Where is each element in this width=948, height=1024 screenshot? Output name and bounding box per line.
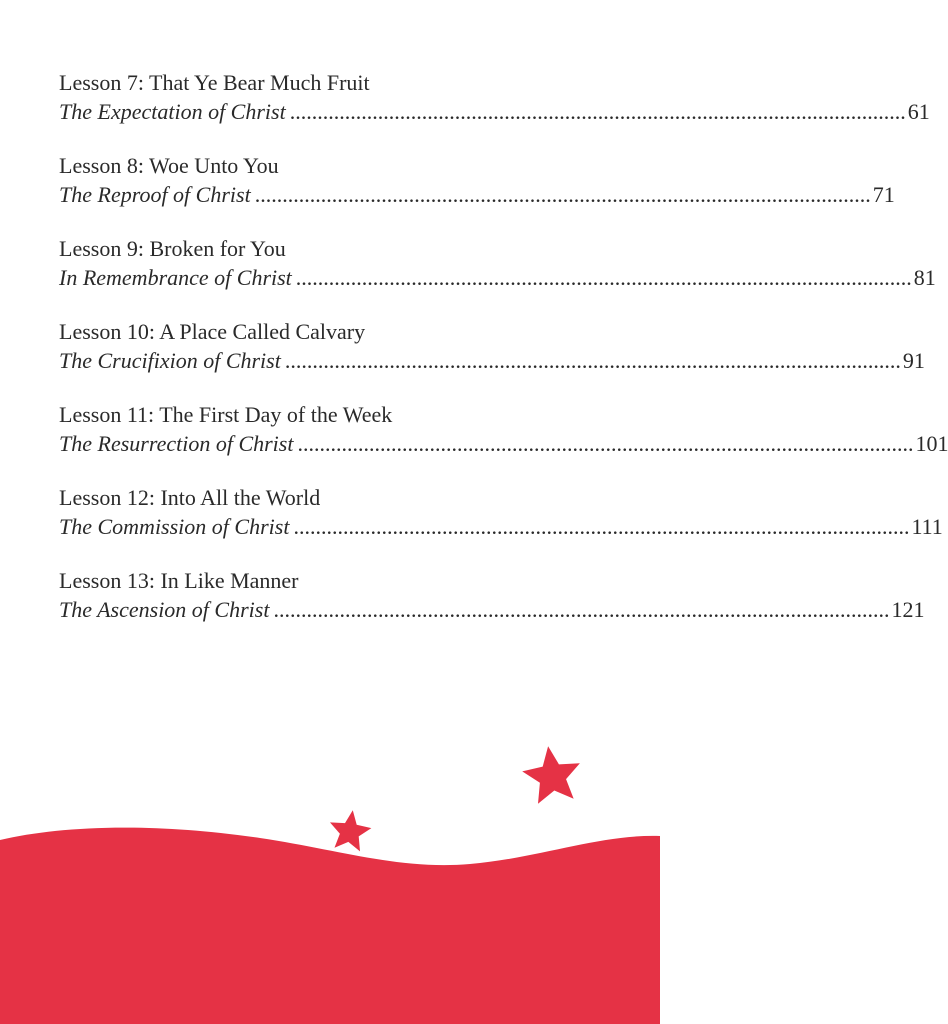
lesson-subtitle: The Commission of Christ: [59, 514, 290, 539]
lesson-title: Lesson 8: Woe Unto You: [59, 153, 279, 178]
page-number: 61: [907, 99, 930, 124]
lesson-subtitle: The Resurrection of Christ: [59, 431, 294, 456]
page-number: 71: [872, 182, 895, 207]
dot-leader: ................................................................................................................: [297, 431, 914, 456]
page-number: 121: [891, 597, 925, 622]
lesson-title: Lesson 13: In Like Manner: [59, 568, 299, 593]
dot-leader: ................................................................................................................: [295, 265, 912, 290]
dot-leader: ................................................................................................................: [289, 99, 906, 124]
lesson-subtitle: In Remembrance of Christ: [59, 265, 292, 290]
page-number: 81: [913, 265, 936, 290]
red-wave: [0, 828, 660, 1024]
page-number: 111: [911, 514, 943, 539]
dot-leader: ................................................................................................................: [284, 348, 901, 373]
star-icon: [327, 807, 374, 852]
page-number: 101: [915, 431, 948, 456]
dot-leader: ................................................................................................................: [254, 182, 871, 207]
dot-leader: ................................................................................................................: [293, 514, 910, 539]
lesson-subtitle: The Expectation of Christ: [59, 99, 286, 124]
lesson-title: Lesson 10: A Place Called Calvary: [59, 319, 366, 344]
dot-leader: ................................................................................................................: [273, 597, 890, 622]
lesson-subtitle: The Ascension of Christ: [59, 597, 270, 622]
lesson-subtitle: The Crucifixion of Christ: [59, 348, 281, 373]
lesson-title: Lesson 9: Broken for You: [59, 236, 286, 261]
star-icon: [519, 742, 584, 805]
lesson-title: Lesson 11: The First Day of the Week: [59, 402, 393, 427]
lesson-title: Lesson 12: Into All the World: [59, 485, 321, 510]
page-number: 91: [902, 348, 925, 373]
lesson-title: Lesson 7: That Ye Bear Much Fruit: [59, 70, 370, 95]
lesson-subtitle: The Reproof of Christ: [59, 182, 251, 207]
